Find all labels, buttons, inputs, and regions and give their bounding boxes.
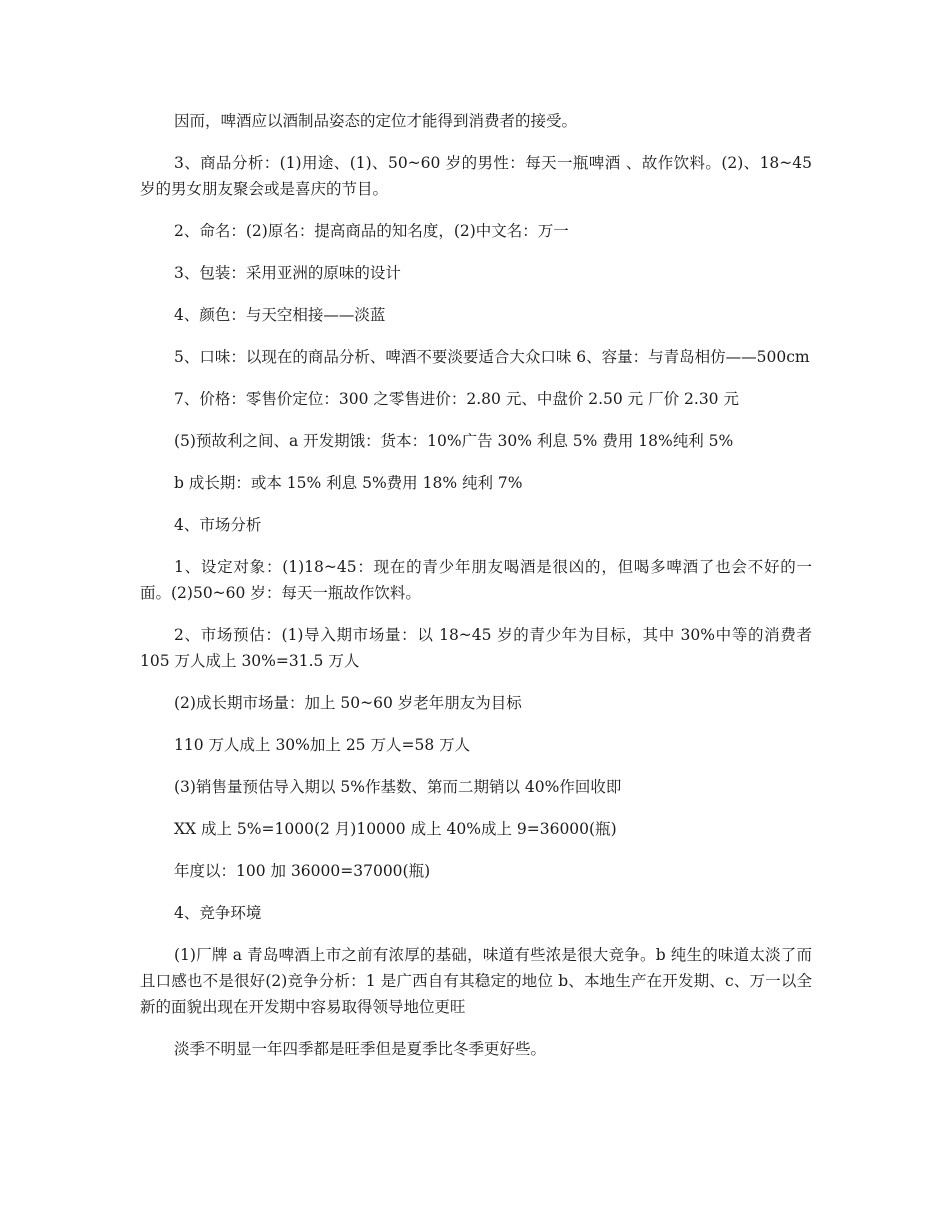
document-body	[140, 108, 812, 1078]
section-heading: 4、竞争环境	[174, 904, 262, 922]
paragraph: (1)厂牌 a 青岛啤酒上市之前有浓厚的基础，味道有些浓是很大竞争。b 纯生的味道太淡了而且口感也不是很好(2)竞争分析：1 是广西自有其稳定的地位 b、本地生产在开发期、c、万一以全新的面貌出现在开发期中容易取得领导地位更旺	[140, 946, 812, 1016]
paragraph: 因而，啤酒应以酒制品姿态的定位才能得到消费者的接受。	[174, 112, 578, 130]
paragraph: 2、市场预估：(1)导入期市场量：以 18~45 岁的青少年为目标，其中 30%中等的消费者 105 万人成上 30%=31.5 万人	[140, 626, 812, 670]
paragraph: (2)成长期市场量：加上 50~60 岁老年朋友为目标	[174, 694, 522, 712]
paragraph: (5)预故利之间、a 开发期饿：货本：10%广告 30% 利息 5% 费用 18%纯利 5%	[174, 432, 734, 450]
paragraph: 7、价格：零售价定位：300 之零售进价：2.80 元、中盘价 2.50 元 厂价 2.30 元	[174, 390, 739, 408]
paragraph: 1、设定对象：(1)18~45：现在的青少年朋友喝酒是很凶的，但喝多啤酒了也会不好的一面。(2)50~60 岁：每天一瓶故作饮料。	[140, 558, 812, 602]
section-heading: 4、市场分析	[174, 516, 262, 534]
paragraph: 2、命名：(2)原名：提高商品的知名度，(2)中文名：万一	[174, 222, 569, 240]
paragraph: XX 成上 5%=1000(2 月)10000 成上 40%成上 9=36000(瓶)	[174, 820, 617, 838]
paragraph: 淡季不明显一年四季都是旺季但是夏季比冬季更好些。	[174, 1040, 547, 1058]
paragraph: 5、口味：以现在的商品分析、啤酒不要淡要适合大众口味 6、容量：与青岛相仿——500cm	[174, 348, 810, 366]
paragraph: 110 万人成上 30%加上 25 万人=58 万人	[174, 736, 471, 754]
paragraph: 年度以：100 加 36000=37000(瓶)	[174, 862, 431, 880]
paragraph: 3、包装：采用亚洲的原味的设计	[174, 264, 401, 282]
paragraph: (3)销售量预估导入期以 5%作基数、第而二期销以 40%作回收即	[174, 778, 622, 796]
paragraph: 4、颜色：与天空相接——淡蓝	[174, 306, 386, 324]
paragraph: 3、商品分析：(1)用途、(1)、50~60 岁的男性：每天一瓶啤酒 、故作饮料。(2)、18~45 岁的男女朋友聚会或是喜庆的节目。	[140, 154, 812, 198]
paragraph: b 成长期：或本 15% 利息 5%费用 18% 纯利 7%	[174, 474, 523, 492]
